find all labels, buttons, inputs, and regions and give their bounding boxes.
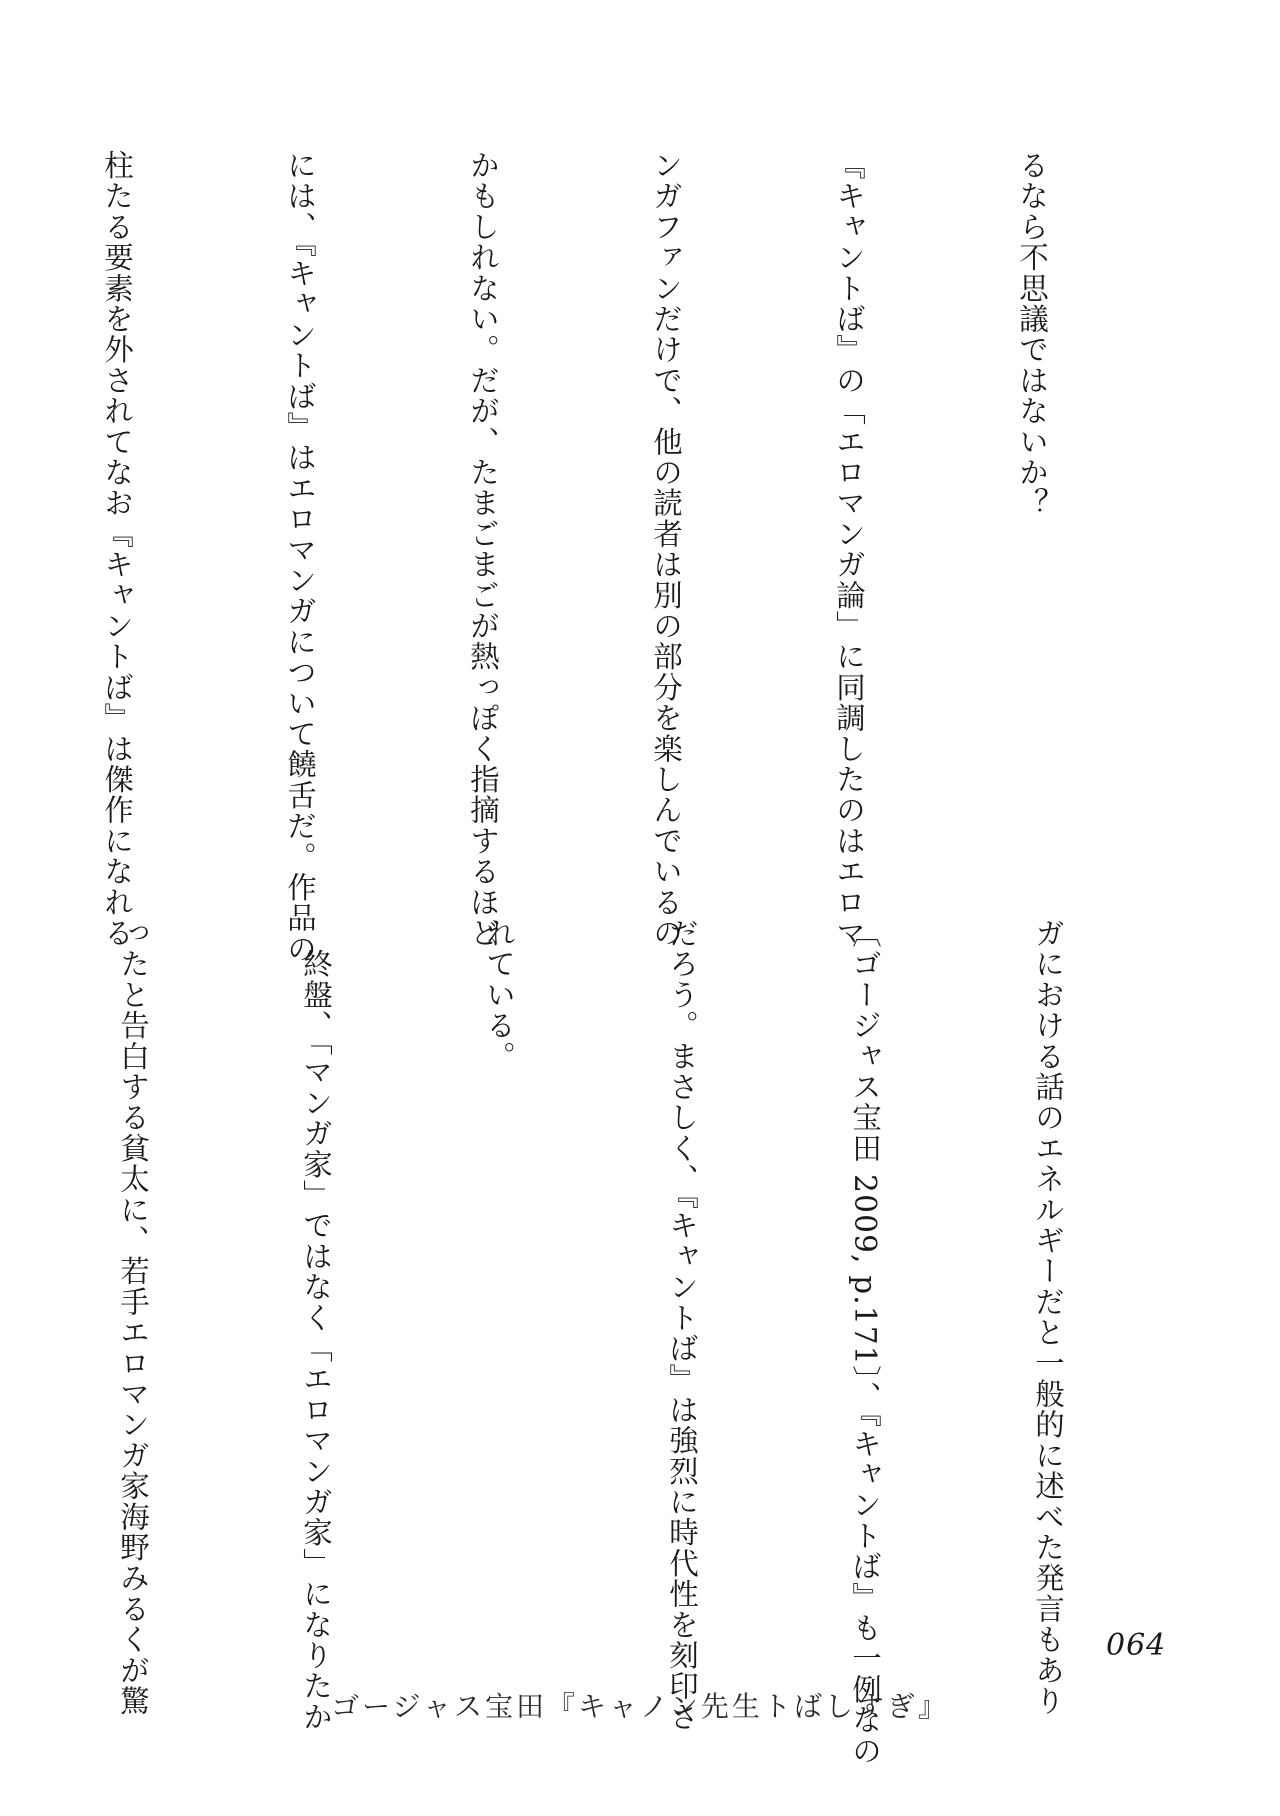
running-footer-title: ゴージャス宝田『キャノン先生トばしすぎ』 bbox=[331, 1690, 949, 1723]
text-line: ンガファンだけで、他の読者は別の部分を楽しんでいるの bbox=[649, 150, 683, 949]
text-line: かもしれない。だが、たまごまごが熱っぽく指摘するほど bbox=[466, 150, 500, 949]
text-line: れている。 bbox=[482, 918, 516, 1072]
text-line: 柱たる要素を外されてなお『キャントば』は傑作になれる bbox=[100, 150, 134, 949]
text-line: には、『キャントば』はエロマンガについて饒舌だ。作品の bbox=[283, 150, 317, 965]
page-number: 064 bbox=[1106, 1628, 1167, 1663]
text-line: だろう。まさしく、『キャントば』は強烈に時代性を刻印さ bbox=[665, 918, 699, 1733]
text-line: 『キャントば』の「エロマンガ論」に同調したのはエロマ bbox=[832, 150, 866, 949]
top-text-column-block bbox=[0, 150, 1184, 965]
text-line: ガにおける話のエネルギーだと一般的に述べた発言もあり bbox=[1031, 918, 1065, 1717]
text-line: ったと告白する貧太に、若手エロマンガ家海野みるくが驚 bbox=[116, 918, 150, 1717]
text-line: 終盤、「マンガ家」ではなく「エロマンガ家」になりたか bbox=[299, 918, 333, 1733]
text-line: るなら不思議ではないか？ bbox=[1015, 150, 1049, 519]
text-line: 〔ゴージャス宝田 2009, p.171〕、『キャントば』も一例なの bbox=[848, 918, 882, 1767]
